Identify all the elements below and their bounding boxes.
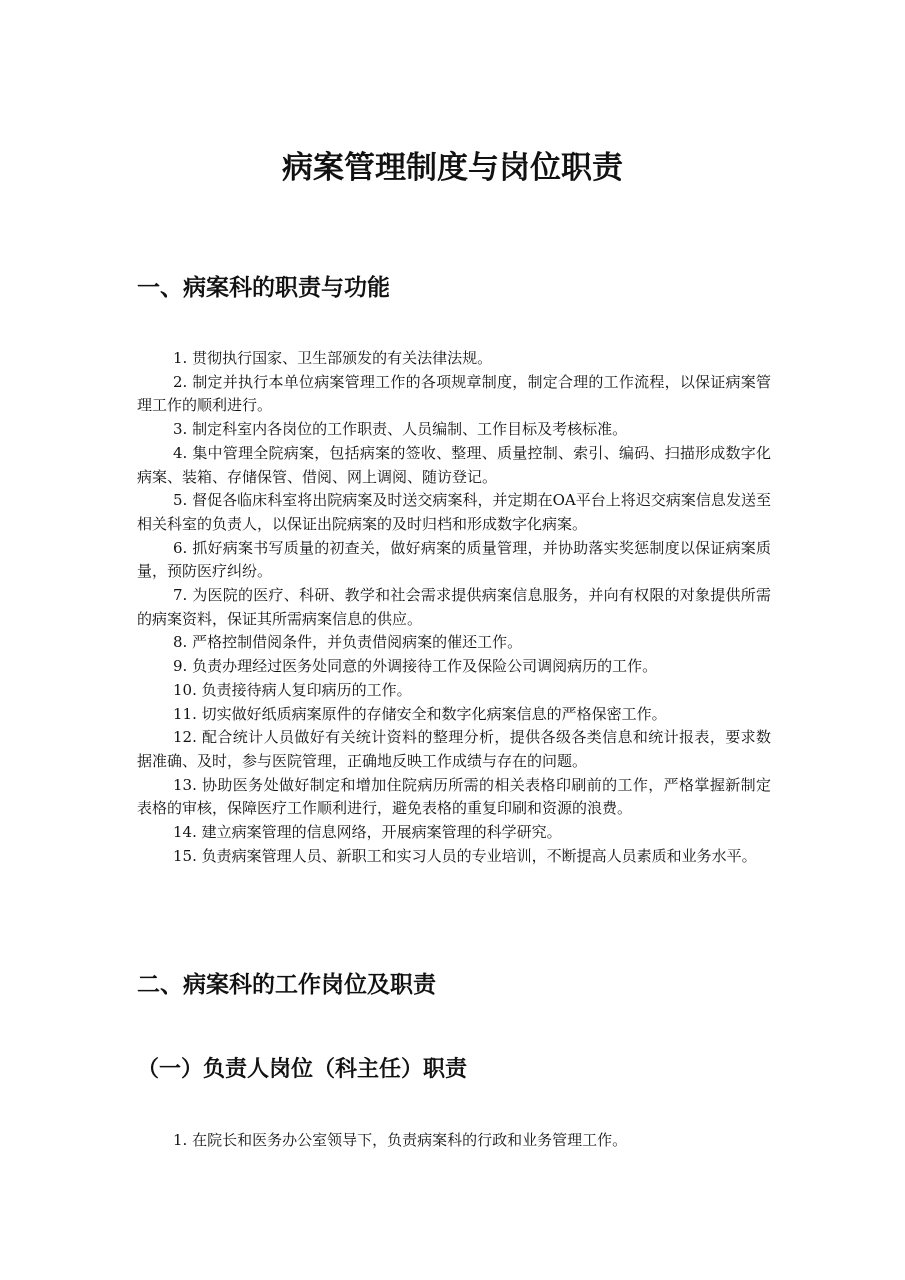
list-item: 13. 协助医务处做好制定和增加住院病历所需的相关表格印刷前的工作，严格掌握新制定表格的审核，保障医疗工作顺利进行，避免表格的重复印刷和资源的浪费。 — [137, 775, 771, 818]
document-title: 病案管理制度与岗位职责 — [282, 150, 623, 186]
list-item: 11. 切实做好纸质病案原件的存储安全和数字化病案信息的严格保密工作。 — [173, 704, 667, 723]
list-item: 4. 集中管理全院病案，包括病案的签收、整理、质量控制、索引、编码、扫描形成数字化病案、装箱、存储保管、借阅、网上调阅、随访登记。 — [137, 443, 771, 486]
list-item: 6. 抓好病案书写质量的初查关，做好病案的质量管理，并协助落实奖惩制度以保证病案质量，预防医疗纠纷。 — [137, 538, 771, 581]
list-item: 12. 配合统计人员做好有关统计资料的整理分析，提供各级各类信息和统计报表，要求数据准确、及时，参与医院管理，正确地反映工作成绩与存在的问题。 — [137, 728, 771, 770]
list-item: 1. 贯彻执行国家、卫生部颁发的有关法律法规。 — [173, 349, 493, 367]
list-item: 3. 制定科室内各岗位的工作职责、人员编制、工作目标及考核标准。 — [173, 420, 628, 439]
list-item: 10. 负责接待病人复印病历的工作。 — [173, 680, 412, 699]
list-item: 15. 负责病案管理人员、新职工和实习人员的专业培训，不断提高人员素质和业务水平。 — [173, 846, 757, 865]
list-item: 2. 制定并执行本单位病案管理工作的各项规章制度，制定合理的工作流程，以保证病案管理工作的顺利进行。 — [137, 372, 771, 415]
section-2-heading: 二、病案科的工作岗位及职责 — [137, 972, 436, 998]
subsection-1-heading: （一）负责人岗位（科主任）职责 — [137, 1057, 468, 1082]
subsection-1-list — [137, 1129, 771, 1153]
list-item: 9. 负责办理经过医务处同意的外调接待工作及保险公司调阅病历的工作。 — [173, 657, 658, 676]
list-item: 5. 督促各临床科室将出院病案及时送交病案科，并定期在OA平台上将迟交病案信息发送至相关科室的负责人，以保证出院病案的及时归档和形成数字化病案。 — [137, 491, 771, 533]
list-item: 7. 为医院的医疗、科研、教学和社会需求提供病案信息服务，并向有权限的对象提供所需的病案资料，保证其所需病案信息的供应。 — [137, 586, 771, 628]
list-item: 1. 在院长和医务办公室领导下，负责病案科的行政和业务管理工作。 — [173, 1131, 628, 1149]
list-item: 14. 建立病案管理的信息网络，开展病案管理的科学研究。 — [173, 823, 562, 842]
section-1-heading: 一、病案科的职责与功能 — [137, 275, 390, 301]
section-1-list — [137, 347, 771, 868]
list-item: 8. 严格控制借阅条件，并负责借阅病案的催还工作。 — [173, 633, 523, 652]
